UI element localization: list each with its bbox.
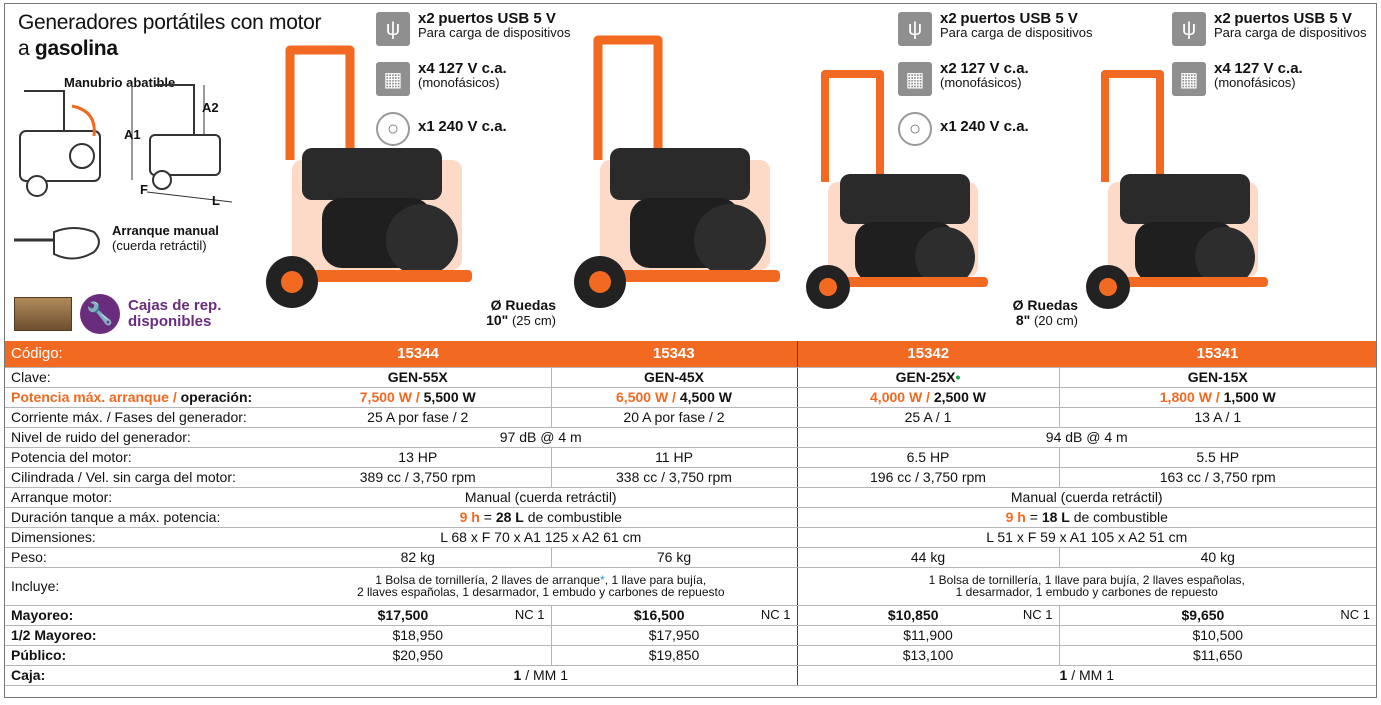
row-label: Potencia del motor: — [5, 447, 285, 467]
current-cell: 13 A / 1 — [1059, 407, 1376, 427]
dim-l-label: L — [212, 193, 220, 208]
code-label: Código: — [5, 341, 285, 367]
feature-outlet-group1: ▦ x4 127 V c.a. (monofásicos) — [376, 62, 507, 96]
generator-image-gen-45x — [570, 30, 800, 316]
start-cell: Manual (cuerda retráctil) — [285, 487, 797, 507]
row-label: Público: — [5, 645, 285, 665]
row-label: Cilindrada / Vel. sin carga del motor: — [5, 467, 285, 487]
row-label: Caja: — [5, 665, 285, 685]
current-cell: 20 A por fase / 2 — [551, 407, 797, 427]
dim-a2-label: A2 — [202, 100, 219, 115]
wholesale-cell: $16,500 NC 1 — [551, 605, 797, 625]
usb-icon: ψ — [1172, 12, 1206, 46]
feature-usb-group3: ψ x2 puertos USB 5 V Para carga de dispositivos — [1172, 12, 1366, 46]
wholesale-cell: $10,850 NC 1 — [797, 605, 1059, 625]
generator-image-gen-25x — [800, 62, 1000, 316]
half-wholesale-cell: $10,500 — [1059, 625, 1376, 645]
folding-handle-label: Manubrio abatible — [64, 75, 176, 90]
dims-cell: L 68 x F 70 x A1 125 x A2 61 cm — [285, 527, 797, 547]
motor-cell: 13 HP — [285, 447, 551, 467]
motor-cell: 6.5 HP — [797, 447, 1059, 467]
row-label: 1/2 Mayoreo: — [5, 625, 285, 645]
table-row — [5, 427, 1376, 447]
displacement-cell: 163 cc / 3,750 rpm — [1059, 467, 1376, 487]
hand-pull-cord-icon — [14, 222, 106, 266]
table-row — [5, 665, 1376, 685]
weight-cell: 76 kg — [551, 547, 797, 567]
page-title: Generadores portátiles con motor a gasolina — [18, 11, 322, 60]
manual-start-label: Arranque manual (cuerda retráctil) — [112, 223, 219, 253]
table-row — [5, 387, 1376, 407]
includes-cell: 1 Bolsa de tornillería, 1 llave para bujía, 2 llaves españolas, 1 desarmador, 1 embudo y carbones de repuesto — [797, 567, 1376, 605]
table-row — [5, 567, 1376, 605]
outlet-icon: ▦ — [376, 62, 410, 96]
code-15342: 15342 — [797, 341, 1059, 367]
weight-cell: 82 kg — [285, 547, 551, 567]
round-outlet-icon: ○ — [898, 112, 932, 146]
table-row — [5, 367, 1376, 387]
code-15343: 15343 — [551, 341, 797, 367]
motor-cell: 5.5 HP — [1059, 447, 1376, 467]
key-cell: GEN-55X — [285, 367, 551, 387]
displacement-cell: 338 cc / 3,750 rpm — [551, 467, 797, 487]
generator-handle-sketch — [12, 76, 112, 206]
power-cell: 1,800 W / 1,500 W — [1059, 387, 1376, 407]
current-cell: 25 A por fase / 2 — [285, 407, 551, 427]
start-cell: Manual (cuerda retráctil) — [797, 487, 1376, 507]
wheel-size-right: Ø Ruedas 8" (20 cm) — [1012, 297, 1078, 328]
tank-cell: 9 h = 28 L de combustible — [285, 507, 797, 527]
table-row — [5, 625, 1376, 645]
row-label: Arranque motor: — [5, 487, 285, 507]
public-cell: $13,100 — [797, 645, 1059, 665]
wholesale-cell: $9,650 NC 1 — [1059, 605, 1376, 625]
includes-cell: 1 Bolsa de tornillería, 2 llaves de arranque*, 1 llave para bujía, 2 llaves españolas, 1 desarmador, 1 embudo y carbones de repuesto — [285, 567, 797, 605]
table-row — [5, 507, 1376, 527]
feature-usb-group2: ψ x2 puertos USB 5 V Para carga de dispositivos — [898, 12, 1092, 46]
power-cell: 6,500 W / 4,500 W — [551, 387, 797, 407]
feature-round-group2: ○ x1 240 V c.a. — [898, 112, 1029, 146]
weight-cell: 44 kg — [797, 547, 1059, 567]
outlet-icon: ▦ — [898, 62, 932, 96]
feature-usb-group1: ψ x2 puertos USB 5 V Para carga de dispositivos — [376, 12, 570, 46]
power-cell: 7,500 W / 5,500 W — [285, 387, 551, 407]
table-row — [5, 605, 1376, 625]
weight-cell: 40 kg — [1059, 547, 1376, 567]
row-label: Dimensiones: — [5, 527, 285, 547]
key-cell: GEN-45X — [551, 367, 797, 387]
wholesale-cell: $17,500 NC 1 — [285, 605, 551, 625]
wheel-size-left: Ø Ruedas 10" (25 cm) — [486, 297, 556, 328]
box-cell: 1 / MM 1 — [285, 665, 797, 685]
public-cell: $20,950 — [285, 645, 551, 665]
table-row — [5, 527, 1376, 547]
row-label: Mayoreo: — [5, 605, 285, 625]
table-row — [5, 341, 1376, 367]
public-cell: $11,650 — [1059, 645, 1376, 665]
spec-table — [5, 341, 1376, 686]
box-cell: 1 / MM 1 — [797, 665, 1376, 685]
spares-line1: Cajas de rep. — [128, 297, 222, 314]
wrench-icon: 🔧 — [80, 294, 120, 334]
usb-icon: ψ — [376, 12, 410, 46]
displacement-cell: 389 cc / 3,750 rpm — [285, 467, 551, 487]
table-row — [5, 487, 1376, 507]
table-row — [5, 467, 1376, 487]
public-cell: $19,850 — [551, 645, 797, 665]
row-label: Incluye: — [5, 567, 285, 605]
usb-icon: ψ — [898, 12, 932, 46]
code-15344: 15344 — [285, 341, 551, 367]
spares-badge — [14, 294, 221, 334]
code-15341: 15341 — [1059, 341, 1376, 367]
motor-cell: 11 HP — [551, 447, 797, 467]
dims-cell: L 51 x F 59 x A1 105 x A2 51 cm — [797, 527, 1376, 547]
table-row — [5, 645, 1376, 665]
generator-image-gen-15x — [1080, 62, 1280, 316]
feature-outlet-group3: ▦ x4 127 V c.a. (monofásicos) — [1172, 62, 1303, 96]
spares-line2: disponibles — [128, 313, 212, 330]
spares-box-image — [14, 297, 72, 331]
row-label: Duración tanque a máx. potencia: — [5, 507, 285, 527]
table-row — [5, 547, 1376, 567]
row-label: Corriente máx. / Fases del generador: — [5, 407, 285, 427]
power-cell: 4,000 W / 2,500 W — [797, 387, 1059, 407]
noise-cell: 97 dB @ 4 m — [285, 427, 797, 447]
key-cell: GEN-25X• — [797, 367, 1059, 387]
half-wholesale-cell: $11,900 — [797, 625, 1059, 645]
row-label: Clave: — [5, 367, 285, 387]
noise-cell: 94 dB @ 4 m — [797, 427, 1376, 447]
feature-round-group1: ○ x1 240 V c.a. — [376, 112, 507, 146]
table-row — [5, 447, 1376, 467]
table-row — [5, 407, 1376, 427]
current-cell: 25 A / 1 — [797, 407, 1059, 427]
row-label: Nivel de ruido del generador: — [5, 427, 285, 447]
outlet-icon: ▦ — [1172, 62, 1206, 96]
row-label: Peso: — [5, 547, 285, 567]
row-label: Potencia máx. arranque / operación: — [5, 387, 285, 407]
dim-a1-label: A1 — [124, 127, 141, 142]
half-wholesale-cell: $18,950 — [285, 625, 551, 645]
dim-f-label: F — [140, 182, 148, 197]
half-wholesale-cell: $17,950 — [551, 625, 797, 645]
round-outlet-icon: ○ — [376, 112, 410, 146]
tank-cell: 9 h = 18 L de combustible — [797, 507, 1376, 527]
displacement-cell: 196 cc / 3,750 rpm — [797, 467, 1059, 487]
key-cell: GEN-15X — [1059, 367, 1376, 387]
feature-outlet-group2: ▦ x2 127 V c.a. (monofásicos) — [898, 62, 1029, 96]
